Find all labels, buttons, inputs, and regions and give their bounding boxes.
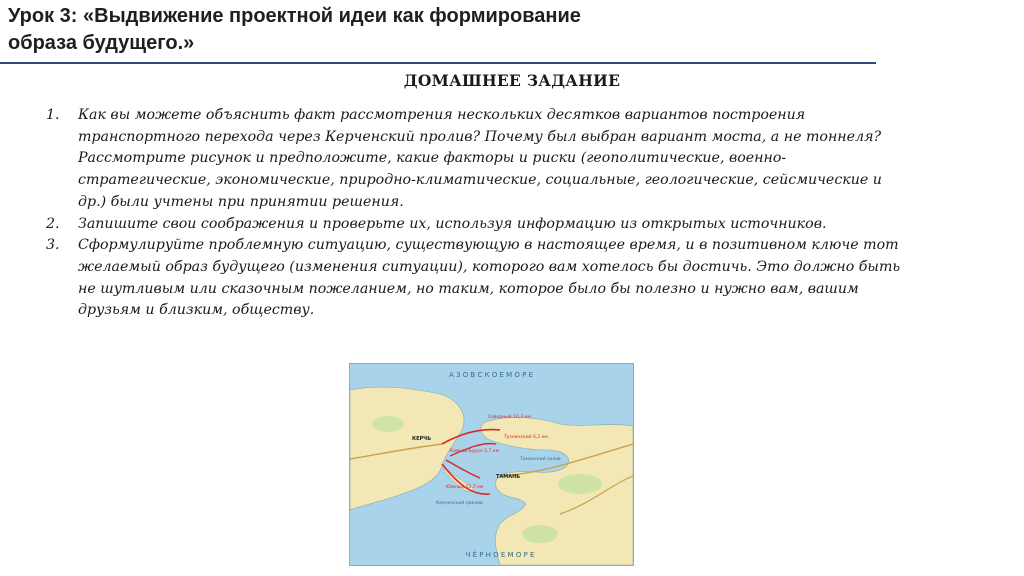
task-number: 2.: [46, 215, 60, 232]
land-patch: [558, 474, 602, 494]
task-line: Сформулируйте проблемную ситуацию, существующую в настоящее время, и в позитивном ключе тот: [78, 237, 899, 254]
task-line: Запишите свои соображения и проверьте их, используя информацию из открытых источников.: [78, 215, 827, 232]
kerch-strait-map: [349, 363, 634, 566]
task-line: др.) были учтены при принятии решения.: [78, 193, 404, 210]
route-kamysh-label: Камыш-Бурун 5,7 км: [450, 449, 499, 454]
task-line: стратегические, экономические, природно-климатические, социальные, геологические, сейсмические и: [78, 172, 882, 189]
task-line: Рассмотрите рисунок и предположите, какие факторы и риски (геополитические, военно-: [78, 150, 787, 167]
land-patch: [372, 416, 404, 432]
route-tuzla-label: Тузлинский 6,2 км: [504, 435, 548, 440]
task-line: желаемый образ будущего (изменения ситуации), которого вам хотелось бы достичь. Это должно быть: [78, 258, 901, 275]
sea-south-label: Ч Ё Р Н О Е М О Р Е: [465, 551, 535, 559]
lesson-title-line-1: Урок 3: «Выдвижение проектной идеи как формирование: [8, 5, 581, 27]
task-item: [46, 214, 976, 236]
task-line: Как вы можете объяснить факт рассмотрения нескольких десятков вариантов построения: [78, 107, 806, 123]
sea-north-label: А З О В С К О Е М О Р Е: [448, 371, 534, 379]
task-line: не шутливым или сказочным пожеланием, но таким, которое было бы полезно и нужно вам, вашим: [78, 280, 859, 297]
route-north-label: Северный 10,3 км: [488, 415, 531, 420]
route-south-label: Южный 51,7 км: [446, 485, 484, 490]
task-line: транспортного перехода через Керченский пролив? Почему был выбран вариант моста, а не тоннеля?: [78, 128, 882, 145]
taman-bay-label: Таманский залив: [520, 457, 561, 462]
taman-label: ТАМАНЬ: [496, 474, 521, 480]
task-item: [46, 235, 976, 322]
task-number: 3.: [46, 237, 60, 254]
strait-label: Керченский пролив: [436, 501, 483, 506]
lesson-title: [8, 3, 888, 57]
task-list: [46, 105, 976, 322]
land-patch: [522, 525, 558, 543]
lesson-title-line-2: образа будущего.»: [8, 32, 195, 54]
task-item: [46, 105, 976, 214]
task-number: 1.: [46, 107, 60, 123]
kerch-label: КЕРЧЬ: [412, 436, 432, 442]
task-line: друзьям и близким, обществу.: [78, 302, 315, 319]
title-divider: [0, 62, 876, 64]
homework-heading: ДОМАШНЕЕ ЗАДАНИЕ: [403, 71, 621, 90]
